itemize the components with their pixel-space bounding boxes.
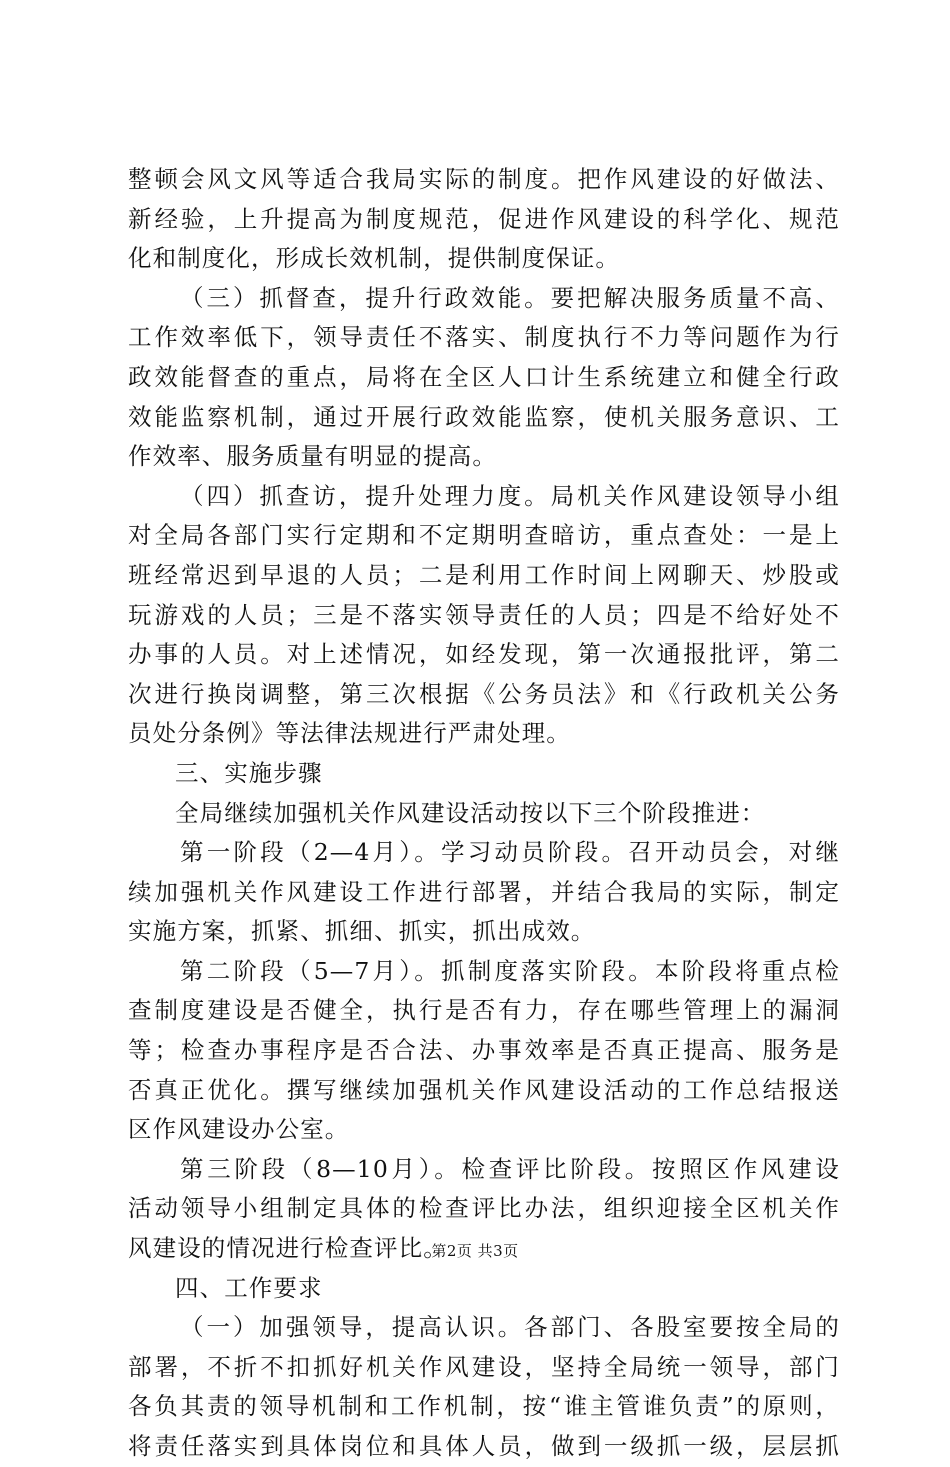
- text-line: 活动领导小组制定具体的检查评比办法，组织迎接全区机关作: [128, 1194, 840, 1223]
- text-line: 玩游戏的人员；三是不落实领导责任的人员；四是不给好处不: [128, 600, 840, 629]
- text-line: 第二阶段（5—7月）。抓制度落实阶段。本阶段将重点检: [180, 956, 840, 985]
- text-line: 各负其责的领导机制和工作机制，按“谁主管谁负责”的原则，: [128, 1392, 840, 1421]
- text-line: 次进行换岗调整，第三次根据《公务员法》和《行政机关公务: [128, 679, 840, 708]
- text-line: 工作效率低下，领导责任不落实、制度执行不力等问题作为行: [128, 323, 840, 352]
- text-line: （四）抓查访，提升处理力度。局机关作风建设领导小组: [180, 481, 840, 510]
- text-line: 查制度建设是否健全，执行是否有力，存在哪些管理上的漏洞: [128, 996, 840, 1025]
- text-line: 第三阶段（8—10月）。检查评比阶段。按照区作风建设: [180, 1154, 840, 1183]
- text-line: 新经验，上升提高为制度规范，促进作风建设的科学化、规范: [128, 204, 840, 233]
- text-line: 对全局各部门实行定期和不定期明查暗访，重点查处：一是上: [128, 521, 840, 550]
- text-line: （三）抓督查，提升行政效能。要把解决服务质量不高、: [180, 283, 840, 312]
- text-line: 将责任落实到具体岗位和具体人员，做到一级抓一级，层层抓: [128, 1432, 840, 1460]
- text-line: 效能监察机制，通过开展行政效能监察，使机关服务意识、工: [128, 402, 840, 431]
- text-line: 全局继续加强机关作风建设活动按以下三个阶段推进：: [175, 798, 766, 827]
- text-line: 部署，不折不扣抓好机关作风建设，坚持全局统一领导，部门: [128, 1352, 840, 1381]
- text-line: 办事的人员。对上述情况，如经发现，第一次通报批评，第二: [128, 640, 840, 669]
- text-line: 实施方案，抓紧、抓细、抓实，抓出成效。: [128, 917, 596, 946]
- text-line: 第一阶段（2—4月）。学习动员阶段。召开动员会，对继: [180, 838, 840, 867]
- text-line: 政效能督查的重点，局将在全区人口计生系统建立和健全行政: [128, 362, 840, 391]
- text-line: 四、工作要求: [175, 1273, 323, 1302]
- text-line: 班经常迟到早退的人员；二是利用工作时间上网聊天、炒股或: [128, 560, 840, 589]
- text-line: 等；检查办事程序是否合法、办事效率是否真正提高、服务是: [128, 1036, 840, 1065]
- text-line: （一）加强领导，提高认识。各部门、各股室要按全局的: [180, 1313, 840, 1342]
- text-line: 三、实施步骤: [175, 758, 323, 787]
- text-line: 作效率、服务质量有明显的提高。: [128, 442, 497, 471]
- page-footer: 第2页 共3页: [431, 1242, 519, 1260]
- text-line: 区作风建设办公室。: [128, 1115, 350, 1144]
- document-body: [128, 160, 840, 1467]
- text-line: 续加强机关作风建设工作进行部署，并结合我局的实际，制定: [128, 877, 840, 906]
- text-line: 化和制度化，形成长效机制，提供制度保证。: [128, 244, 620, 273]
- text-line: 整顿会风文风等适合我局实际的制度。把作风建设的好做法、: [128, 165, 840, 193]
- text-line: 否真正优化。撰写继续加强机关作风建设活动的工作总结报送: [128, 1075, 840, 1104]
- text-line: 员处分条例》等法律法规进行严肃处理。: [128, 719, 571, 748]
- text-line: 风建设的情况进行检查评比。: [128, 1234, 448, 1263]
